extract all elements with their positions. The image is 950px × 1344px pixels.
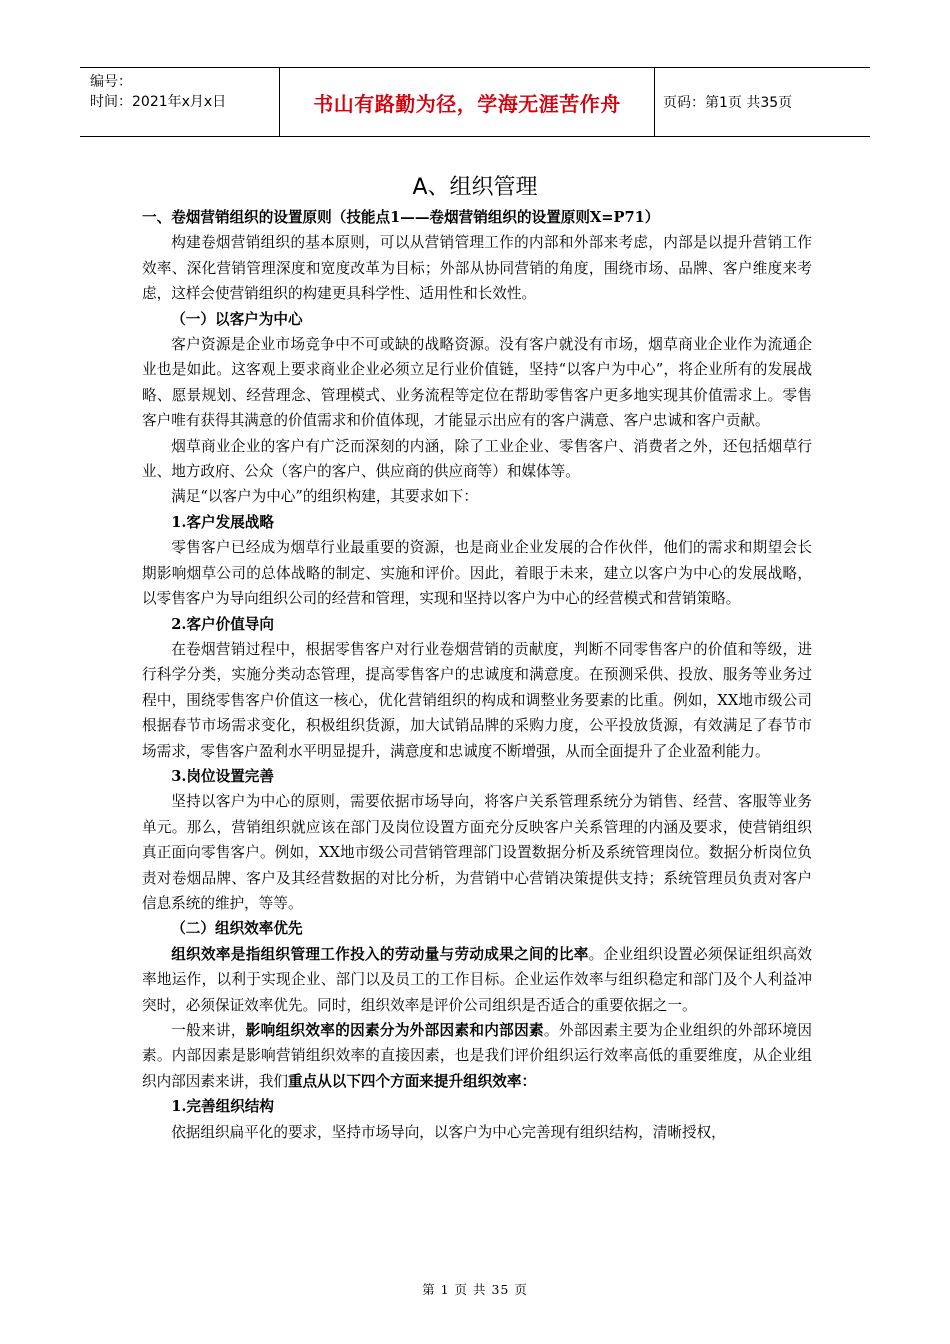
paragraph: 零售客户已经成为烟草行业最重要的资源，也是商业企业发展的合作伙伴，他们的需求和期望会长期影响烟草公司的总体战略的制定、实施和评价。因此，着眼于未来，建立以客户为中心的发展战略，以零售客户为导向组织公司的经营和管理，实现和坚持以客户为中心的经营模式和营销策略。 [142, 539, 812, 608]
paragraph: 满足“以客户为中心”的组织构建，其要求如下： [171, 488, 478, 506]
paragraph [142, 1018, 812, 1094]
paragraph [142, 942, 812, 1018]
item-heading: 1.完善组织结构 [171, 1098, 274, 1116]
header-meta [80, 68, 280, 136]
key-definition: 组织效率是指组织管理工作投入的劳动量与劳动成果之间的比率 [171, 945, 589, 963]
paragraph-text: 一般来讲， [171, 1022, 246, 1039]
section-heading: 一、卷烟营销组织的设置原则（技能点1——卷烟营销组织的设置原则X=P71） [142, 209, 660, 226]
item-heading: 1.客户发展战略 [171, 513, 274, 531]
header-page-info: 页码：第1页 共35页 [663, 95, 793, 111]
paragraph: 依据组织扁平化的要求，坚持市场导向，以客户为中心完善现有组织结构，清晰授权， [171, 1123, 726, 1141]
number-label: 编号： [90, 74, 132, 90]
subsection-heading: （一）以客户为中心 [171, 310, 303, 328]
subsection-heading: （二）组织效率优先 [171, 920, 303, 938]
page-header [80, 67, 870, 137]
paragraph: 烟草商业企业的客户有广泛而深刻的内涵，除了工业企业、零售客户、消费者之外，还包括烟草行业、地方政府、公众（客户的客户、供应商的供应商等）和媒体等。 [142, 437, 812, 481]
paragraph: 在卷烟营销过程中，根据零售客户对行业卷烟营销的贡献度，判断不同零售客户的价值和等级，进行科学分类，实施分类动态管理，提高零售客户的忠诚度和满意度。在预测采供、投放、服务等业务过程中，围绕零售客户价值这一核心，优化营销组织的构成和调整业务要素的比重。例如，XX地市级公司根据春节市场需求变化，积极组织货源，加大试销品牌的采购力度，公平投放货源，有效满足了春节市场需求，零售客户盈利水平明显提升，满意度和忠诚度不断增强，从而全面提升了企业盈利能力。 [142, 640, 812, 760]
key-phrase: 重点从以下四个方面来提升组织效率： [287, 1072, 537, 1090]
page-footer: 第 1 页 共 35 页 [422, 1282, 528, 1297]
document-title: A、组织管理 [412, 175, 538, 200]
paragraph: 坚持以客户为中心的原则，需要依据市场导向，将客户关系管理系统分为销售、经营、客服等业务单元。那么，营销组织就应该在部门及岗位设置方面充分反映客户关系管理的内涵及要求，使营销组织真正面向零售客户。例如，XX地市级公司营销管理部门设置数据分析及系统管理岗位。数据分析岗位负责对卷烟品牌、客户及其经营数据的对比分析，为营销中心营销决策提供支持；系统管理员负责对客户信息系统的维护，等等。 [142, 793, 812, 912]
document-body [142, 205, 812, 1145]
item-heading: 3.岗位设置完善 [171, 767, 274, 785]
paragraph: 客户资源是企业市场竞争中不可或缺的战略资源。没有客户就没有市场，烟草商业企业作为流通企业也是如此。这客观上要求商业企业必须立足行业价值链，坚持“以客户为中心”，将企业所有的发展战略、愿景规划、经营理念、管理模式、业务流程等定位在帮助零售客户更多地实现其价值需求上。零售客户唯有获得其满意的价值需求和价值体现，才能显示出应有的客户满意、客户忠诚和客户贡献。 [142, 336, 812, 430]
key-phrase: 影响组织效率的因素分为外部因素和内部因素 [245, 1022, 544, 1039]
time-label: 时间：2021年x月x日 [90, 94, 227, 110]
paragraph-text: 。外部因素主要为企业组织的外部环境因素。内部因素是影响营销组织效率的直接因素，也是我们评价组织运行效率高低的重要维度，从企业组织内部因素来讲，我们 [142, 1022, 812, 1090]
header-motto-cell [280, 68, 655, 136]
paragraph: 构建卷烟营销组织的基本原则，可以从营销管理工作的内部和外部来考虑，内部是以提升营销工作效率、深化营销管理深度和宽度改革为目标；外部从协同营销的角度，围绕市场、品牌、客户维度来考虑，这样会使营销组织的构建更具科学性、适用性和长效性。 [142, 234, 812, 303]
motto-text: 书山有路勤为径，学海无涯苦作舟 [313, 91, 621, 116]
paragraph-text: 。企业组织设置必须保证组织高效率地运作，以利于实现企业、部门以及员工的工作目标。企业运作效率与组织稳定和部门及个人利益冲突时，必须保证效率优先。同时，组织效率是评价公司组织是否适合的重要依据之一。 [142, 945, 812, 1014]
item-heading: 2.客户价值导向 [171, 615, 274, 633]
